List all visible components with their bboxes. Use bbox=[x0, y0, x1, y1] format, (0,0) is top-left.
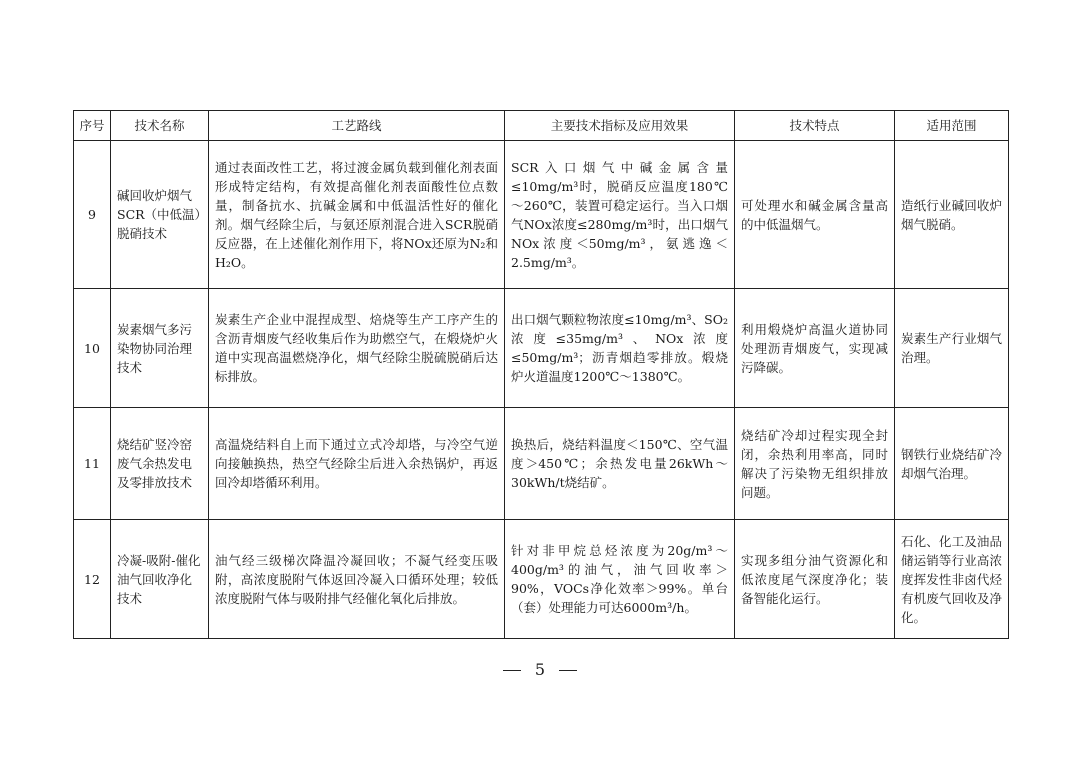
row-number: 11 bbox=[74, 408, 111, 520]
row-number: 12 bbox=[74, 520, 111, 639]
row-number: 10 bbox=[74, 289, 111, 408]
scope: 钢铁行业烧结矿冷却烟气治理。 bbox=[895, 408, 1009, 520]
process-route: 高温烧结料自上而下通过立式冷却塔，与冷空气逆向接触换热，热空气经除尘后进入余热锅炉，再返回冷却塔循环利用。 bbox=[209, 408, 505, 520]
table-row bbox=[74, 408, 1009, 520]
header-tech-name: 技术名称 bbox=[111, 111, 209, 141]
tech-name: 碱回收炉烟气SCR（中低温）脱硝技术 bbox=[111, 141, 209, 289]
header-scope: 适用范围 bbox=[895, 111, 1009, 141]
features: 烧结矿冷却过程实现全封闭，余热利用率高，同时解决了污染物无组织排放问题。 bbox=[735, 408, 895, 520]
metrics: 针对非甲烷总烃浓度为20g/m³～400g/m³的油气，油气回收率＞90%，VOCs净化效率＞99%。单台（套）处理能力可达6000m³/h。 bbox=[505, 520, 735, 639]
table-row bbox=[74, 141, 1009, 289]
tech-name: 冷凝-吸附-催化油气回收净化技术 bbox=[111, 520, 209, 639]
page-dash-left bbox=[503, 670, 521, 672]
metrics: 出口烟气颗粒物浓度≤10mg/m³、SO₂浓度≤35mg/m³、NOx浓度≤50mg/m³；沥青烟趋零排放。煅烧炉火道温度1200℃～1380℃。 bbox=[505, 289, 735, 408]
scope: 炭素生产行业烟气治理。 bbox=[895, 289, 1009, 408]
features: 利用煅烧炉高温火道协同处理沥青烟废气，实现减污降碳。 bbox=[735, 289, 895, 408]
metrics: 换热后，烧结料温度＜150℃、空气温度＞450℃；余热发电量26kWh～30kWh/t烧结矿。 bbox=[505, 408, 735, 520]
header-metrics: 主要技术指标及应用效果 bbox=[505, 111, 735, 141]
row-number: 9 bbox=[74, 141, 111, 289]
technology-table bbox=[73, 110, 1009, 639]
page-number bbox=[0, 660, 1080, 679]
table-row bbox=[74, 289, 1009, 408]
tech-name: 烧结矿竖冷窑废气余热发电及零排放技术 bbox=[111, 408, 209, 520]
tech-name: 炭素烟气多污染物协同治理技术 bbox=[111, 289, 209, 408]
page-number-value: 5 bbox=[534, 660, 546, 679]
process-route: 通过表面改性工艺，将过渡金属负载到催化剂表面形成特定结构，有效提高催化剂表面酸性位点数量，制备抗水、抗碱金属和中低温活性好的催化剂。烟气经除尘后，与氨还原剂混合进入SCR脱硝反应器，在上述催化剂作用下，将NOx还原为N₂和H₂O。 bbox=[209, 141, 505, 289]
process-route: 炭素生产企业中混捏成型、焙烧等生产工序产生的含沥青烟废气经收集后作为助燃空气，在煅烧炉火道中实现高温燃烧净化，烟气经除尘脱硫脱硝后达标排放。 bbox=[209, 289, 505, 408]
header-features: 技术特点 bbox=[735, 111, 895, 141]
scope: 石化、化工及油品储运销等行业高浓度挥发性非卤代烃有机废气回收及净化。 bbox=[895, 520, 1009, 639]
features: 可处理水和碱金属含量高的中低温烟气。 bbox=[735, 141, 895, 289]
header-process-route: 工艺路线 bbox=[209, 111, 505, 141]
page-dash-right bbox=[559, 670, 577, 672]
metrics: SCR入口烟气中碱金属含量≤10mg/m³时，脱硝反应温度180℃～260℃，装置可稳定运行。当入口烟气NOx浓度≤280mg/m³时，出口烟气NOx浓度＜50mg/m³，氨逃逸＜2.5mg/m³。 bbox=[505, 141, 735, 289]
features: 实现多组分油气资源化和低浓度尾气深度净化；装备智能化运行。 bbox=[735, 520, 895, 639]
process-route: 油气经三级梯次降温冷凝回收；不凝气经变压吸附，高浓度脱附气体返回冷凝入口循环处理；较低浓度脱附气体与吸附排气经催化氧化后排放。 bbox=[209, 520, 505, 639]
header-seq: 序号 bbox=[74, 111, 111, 141]
table-header-row bbox=[74, 111, 1009, 141]
scope: 造纸行业碱回收炉烟气脱硝。 bbox=[895, 141, 1009, 289]
table-row bbox=[74, 520, 1009, 639]
